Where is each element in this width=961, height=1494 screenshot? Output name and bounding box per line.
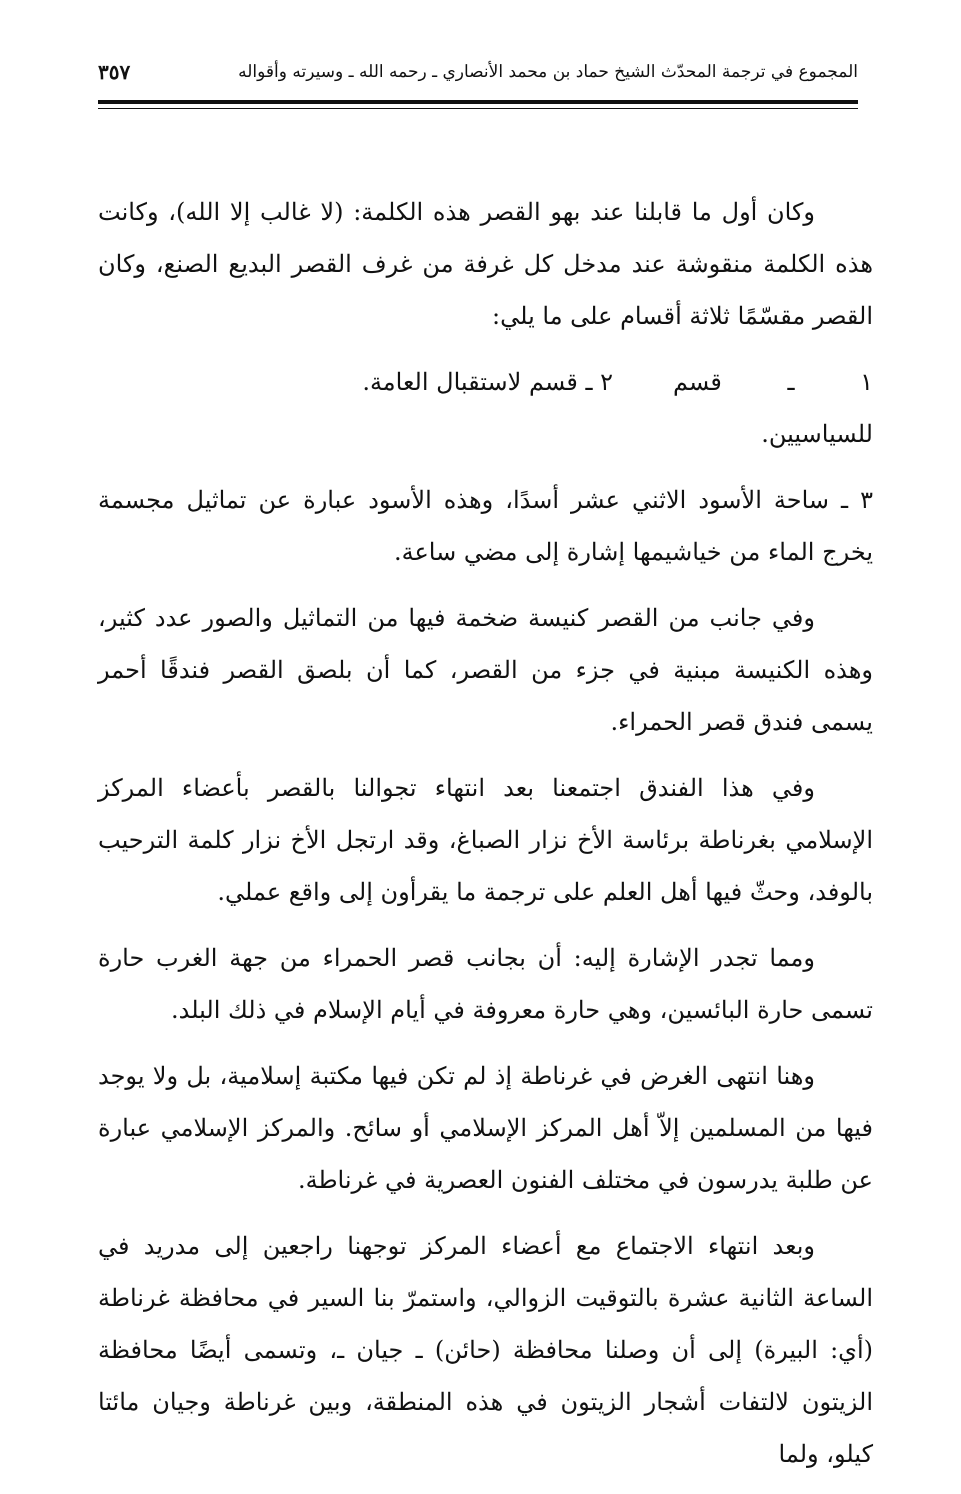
paragraph-5: وهنا انتهى الغرض في غرناطة إذ لم تكن فيها مكتبة إسلامية، بل ولا يوجد فيها من المسلمين إلاّ أهل المركز الإسلامي أو سائح. والمركز الإسلامي عبارة عن طلبة يدرسون في مختلف الفنون العصرية في غرناطة. xyxy=(98,1062,873,1194)
list-item-1: ١ ـ قسم للسياسيين. xyxy=(673,368,873,448)
page-body xyxy=(98,186,873,1494)
header-rule-thick xyxy=(98,100,858,104)
header-rule-thin xyxy=(98,108,858,109)
list-item-3: ٣ ـ ساحة الأسود الاثني عشر أسدًا، وهذه الأسود عبارة عن تماثيل مجسمة يخرج الماء من خياشيمها إشارة إلى مضي ساعة. xyxy=(98,486,873,566)
page-number: ٣٥٧ xyxy=(98,60,131,84)
list-item-2: ٢ ـ قسم لاستقبال العامة. xyxy=(362,368,613,396)
paragraph-2: وفي جانب من القصر كنيسة ضخمة فيها من التماثيل والصور عدد كثير، وهذه الكنيسة مبنية في جزء من القصر، كما أن بلصق القصر فندقًا أحمر يسمى فندق قصر الحمراء. xyxy=(98,604,873,736)
header-title: المجموع في ترجمة المحدّث الشيخ حماد بن محمد الأنصاري ـ رحمه الله ـ وسيرته وأقواله xyxy=(238,62,858,82)
paragraph-1: وكان أول ما قابلنا عند بهو القصر هذه الكلمة: (لا غالب إلا الله)، وكانت هذه الكلمة منقوشة عند مدخل كل غرفة من غرف القصر البديع الصنع، وكان القصر مقسّمًا ثلاثة أقسام على ما يلي: xyxy=(98,198,873,330)
paragraph-3: وفي هذا الفندق اجتمعنا بعد انتهاء تجوالنا بالقصر بأعضاء المركز الإسلامي بغرناطة برئاسة الأخ نزار الصباغ، وقد ارتجل الأخ نزار كلمة الترحيب بالوفد، وحثّ فيها أهل العلم على ترجمة ما يقرأون إلى واقع عملي. xyxy=(98,774,873,906)
list-row-1-2 xyxy=(98,356,873,460)
paragraph-6: وبعد انتهاء الاجتماع مع أعضاء المركز توجهنا راجعين إلى مدريد في الساعة الثانية عشرة بالتوقيت الزوالي، واستمرّ بنا السير في محافظة غرناطة (أي: البيرة) إلى أن وصلنا محافظة (حائن) ـ جيان ـ، وتسمى أيضًا محافظة الزيتون لالتفات أشجار الزيتون في هذه المنطقة، وبين غرناطة وجيان مائتا كيلو، ولما xyxy=(98,1232,873,1468)
running-header xyxy=(98,54,858,94)
paragraph-4: ومما تجدر الإشارة إليه: أن بجانب قصر الحمراء من جهة الغرب حارة تسمى حارة البائسين، وهي حارة معروفة في أيام الإسلام في ذلك البلد. xyxy=(98,944,873,1024)
